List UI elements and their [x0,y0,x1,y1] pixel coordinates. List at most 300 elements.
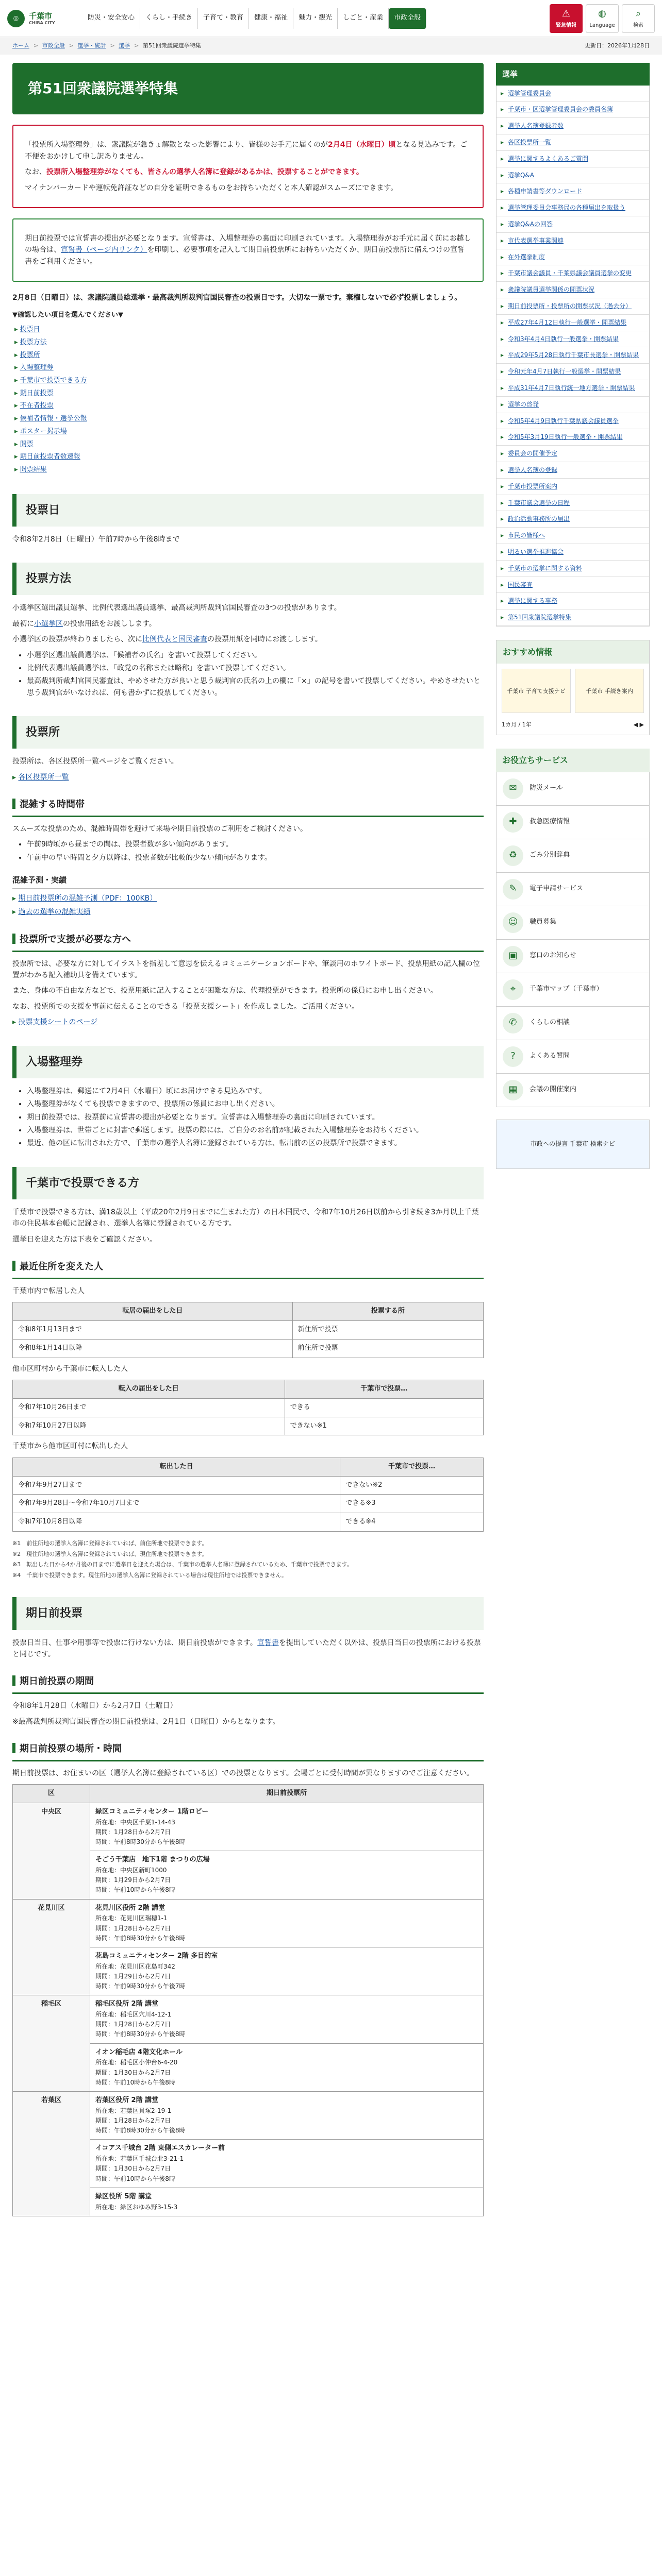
table-row [13,1417,484,1435]
main-content [12,55,484,2222]
sidebar-item [496,265,649,282]
sidebar-link[interactable]: 市代表選挙事業関連 [507,236,564,244]
service-label: 救急医療情報 [529,818,570,826]
table-header: 区 [13,1785,90,1803]
recommend-banner[interactable]: 千葉市 子育て支援ナビ [502,669,571,713]
table-row [13,1995,484,2043]
sidebar-item [496,593,649,609]
sidebar-link[interactable]: 令和5年3月19日執行一般選挙・開票結果 [507,433,623,441]
vote-day-text: 令和8年2月8日（日曜日）午前7時から午後8時まで [12,535,180,544]
sidebar-item [496,233,649,249]
heading-early-vote: 期日前投票 [12,1597,484,1630]
sidebar-link[interactable]: 令和元年4月7日執行一般選挙・開票結果 [507,368,621,376]
venue-cell [90,2188,484,2216]
notice-green-box [12,218,484,282]
table-cell: 令和7年9月28日～令和7年10月7日まで [13,1495,340,1513]
eligible-p2: 選挙日を迎えた方は下表をご確認ください。 [12,1235,157,1244]
sidebar-link[interactable]: 千葉市の選挙に関する資料 [507,564,582,572]
site-header [0,0,662,37]
sidebar-link[interactable]: 選挙の啓発 [507,400,539,408]
venue-name: イオン稲毛店 4階文化ホール [95,2048,183,2056]
table-row [13,1513,484,1532]
city-emblem-icon: ◎ [7,10,25,27]
alert-icon: ⚠ [561,8,571,20]
table-cell: 前住所で投票 [292,1339,483,1358]
venue-period: 期間：1月28日から2月7日 [95,1828,171,1836]
sidebar-link[interactable]: 千葉市議会議員・千葉県議会議員選挙の変更 [507,269,632,277]
table-cell: できる※3 [340,1495,484,1513]
notice-red-box [12,125,484,208]
oath-link[interactable]: 宣誓書 [257,1638,279,1647]
sidebar-link[interactable]: 平成27年4月12日執行一般選挙・開票結果 [507,318,627,326]
proportional-link[interactable]: 比例代表と国民審査 [142,635,207,644]
notice-red-line3a: なお、 [25,168,46,177]
service-item[interactable] [496,940,650,973]
support-p3: なお、投票所での支援を事前に伝えることのできる「投票支援シート」を作成しました。ご活用ください。 [12,1002,359,1011]
support-p2: また、身体の不自由な方などで、投票用紙に記入することが困難な方は、代理投票ができます。投票所の係員にお申し出ください。 [12,987,438,995]
recommend-title: おすすめ情報 [496,640,649,664]
venue-period: 期間：1月28日から2月7日 [95,2117,171,2125]
venue-name: 緑区役所 5階 講堂 [95,2192,152,2200]
table-cell: できる※4 [340,1513,484,1532]
list-item: • 午前中の早い時間と夕方以降は、投票者数が比較的少ない傾向があります。 [27,852,484,863]
heading-eligible: 千葉市で投票できる方 [12,1167,484,1199]
crumb-home[interactable]: ホーム [12,42,29,49]
nav-shisei[interactable]: 市政全般 [389,8,426,29]
map-icon: ⌖ [503,979,523,1000]
table-header-row [13,1785,484,1803]
anchor-list [14,324,484,476]
sidebar-link[interactable]: 期日前投票所・投票所の開票状況（過去分） [507,302,632,310]
service-label: 防災メール [529,784,563,792]
sidebar-link[interactable]: 国民審査 [507,581,533,588]
sidebar-link[interactable]: 市民の皆様へ [507,532,545,539]
service-label: 会議の開催案内 [529,1086,576,1094]
table-cell: 令和8年1月13日まで [13,1321,293,1340]
moved-out-table [12,1458,484,1532]
table-header: 投票する所 [292,1302,483,1321]
footnotes [12,1539,484,1580]
table-cell: 令和7年10月27日以降 [13,1417,285,1435]
services-title: お役立ちサービス [496,749,650,772]
venue-cell [90,2140,484,2188]
sidebar-link[interactable]: 選挙人名簿登録者数 [507,122,564,130]
table-caption: 千葉市内で転居した人 [12,1286,85,1295]
sidebar-item [496,380,649,397]
table-caption: 千葉市から他市区町村に転出した人 [12,1442,128,1451]
heading-polling-place: 投票所 [12,716,484,749]
method-p3a: 小選挙区の投票が終わりましたら、次に [12,635,142,644]
window-icon: ▣ [503,946,523,967]
table-cell: 令和8年1月14日以降 [13,1339,293,1358]
service-item[interactable] [496,839,650,873]
table-header-row [13,1458,484,1476]
table-row [13,1321,484,1340]
moved-in-table [12,1380,484,1435]
venue-address: 所在地：中央区新町1000 [95,1867,167,1874]
calendar-icon: ▦ [503,1080,523,1100]
method-p1: 小選挙区選出議員選挙、比例代表選出議員選挙、最高裁判所裁判官国民審査の3つの投票があります。 [12,604,341,613]
globe-icon: ◍ [598,8,606,20]
sidebar-link[interactable]: 各区投票所一覧 [507,138,551,146]
service-label: ごみ分別辞典 [529,851,570,859]
sidebar-link[interactable]: 選挙に関するよくあるご質問 [507,155,588,162]
crowd-list [27,839,484,863]
anchor-link[interactable]: ポスター掲示場 [20,427,67,435]
venue-hours: 時間：午前8時30分から午後8時 [95,2030,186,2038]
search-button[interactable] [622,4,655,33]
table-row [13,1398,484,1417]
sidebar-title: 選挙 [496,63,650,86]
table-header: 千葉市で投票… [340,1458,484,1476]
notice-red-line3: 投票所入場整理券がなくても、皆さんの選挙人名簿に登録があるかは、投票することができます。 [46,168,363,177]
table-cell: 令和7年10月26日まで [13,1398,285,1417]
early-period-note: ※最高裁判所裁判官国民審査の期日前投票は、2月1日（日曜日）からとなります。 [12,1717,280,1726]
sidebar-link[interactable]: 選挙管理委員会事務局の各種届出を取扱う [507,204,625,212]
sidebar-item [496,118,649,134]
notice-red-line2: となる見込みです。ご不便をおかけして申し訳ありません。 [25,141,468,161]
updated-date: 更新日：2026年1月28日 [585,42,650,49]
emergency-button[interactable] [550,4,583,33]
table-row [13,1899,484,1947]
sidebar-link[interactable]: 選挙Q&Aの回答 [507,220,553,228]
venue-name: 若葉区役所 2階 講堂 [95,2096,159,2105]
site-logo[interactable] [7,10,79,27]
service-label: 職員募集 [529,918,556,926]
service-item[interactable] [496,1074,650,1107]
venue-address: 所在地：緑区おゆみ野3-15-3 [95,2203,178,2211]
sidebar-item [496,331,649,348]
language-label: Language [589,22,615,28]
early-period: 令和8年1月28日（水曜日）から2月7日（土曜日） [12,1702,177,1710]
breadcrumb: ホーム > 市政全般 > 選挙・統計 > 選挙 > 第51回衆議院選挙特集 [12,42,201,49]
list-item: • 期日前投票では、投票前に宣誓書の提出が必要となります。宣誓書は入場整理券の裏面に印刷されています。 [27,1112,484,1123]
nav-bousai[interactable]: 防災・安全安心 [82,8,140,29]
sidebar-item [496,249,649,266]
venue-period: 期間：1月30日から2月7日 [95,2165,171,2173]
anchor-title: ▼確認したい項目を選んでください▼ [12,311,123,319]
list-item: • 入場整理券は、世帯ごとに封書で郵送します。投票の際には、ご自分のお名前が記載された入場整理券をお持ちください。 [27,1125,484,1136]
venue-address: 所在地：花見川区瑞穂1-1 [95,1914,168,1922]
table-header: 転居の届出をした日 [13,1302,293,1321]
logo-name: 千葉市 [29,11,53,21]
sidebar-link[interactable]: 選挙Q&A [507,171,534,179]
anchor-link[interactable]: 開票結果 [20,465,47,473]
list-item: • 比例代表選出議員選挙は、「政党の名称または略称」を書いて投票してください。 [27,663,484,674]
venue-hours: 時間：午前9時30分から午後7時 [95,1982,186,1990]
header-buttons [550,4,655,33]
table-header: 転出した日 [13,1458,340,1476]
footnote: ※3 転出した日から4か月後の日までに選挙日を迎えた場合は、千葉市の選挙人名簿に登録されているため、千葉市で投票できます。 [12,1561,353,1568]
venue-cell [90,1995,484,2043]
page-title: 第51回衆議院選挙特集 [12,63,484,115]
sidebar-link[interactable]: 明るい選挙推進協会 [507,548,564,555]
anchor-link[interactable]: 投票所 [20,351,40,359]
sidebar-item [496,86,649,102]
service-label: 窓口のお知らせ [529,952,576,960]
heading-vote-method: 投票方法 [12,563,484,595]
method-list [27,650,484,699]
breadcrumb-bar [0,37,662,55]
table-header: 転入の届出をした日 [13,1380,285,1399]
sidebar-item [496,528,649,544]
anchor-link[interactable]: 投票方法 [20,338,47,346]
sidebar-item [496,397,649,413]
list-item: • 最高裁判所裁判官国民審査は、やめさせた方が良いと思う裁判官の氏名の上の欄に「×」の記号を書いて投票してください。やめさせたいと思う裁判官がいなければ、何も書かずに投票してください。 [27,675,484,699]
ward-cell: 花見川区 [13,1899,90,1995]
place-text: 投票所は、各区投票所一覧ページをご覧ください。 [12,757,178,766]
sidebar-item [496,151,649,167]
anchor-link[interactable]: 不在者投票 [20,402,54,410]
venue-cell [90,2092,484,2140]
venue-address: 所在地：中央区千葉1-14-43 [95,1818,175,1826]
list-item: • 最近、他の区に転出された方で、千葉市の選挙人名簿に登録されている方は、転出前の区の投票所で投票できます。 [27,1138,484,1149]
heading-crowd-forecast: 混雑予測・実績 [12,872,484,889]
venue-name: 緑区コミュニティセンター 1階ロビー [95,1807,209,1816]
anchor-link[interactable]: 入場整理券 [20,364,54,372]
search-label: 検索 [633,22,643,28]
crowd-text: スムーズな投票のため、混雑時間帯を避けて来場や期日前投票のご利用をご検討ください。 [12,824,308,833]
table-cell: できる [285,1398,483,1417]
polling-place-list-link[interactable]: 各区投票所一覧 [18,773,69,782]
sidebar-link[interactable]: 選挙管理委員会 [507,89,551,97]
sidebar-item [496,577,649,594]
service-item[interactable] [496,1040,650,1074]
nav-miryoku[interactable]: 魅力・観光 [293,8,338,29]
venue-hours: 時間：午前8時30分から午後8時 [95,2127,186,2134]
oath-form-link[interactable]: 宣誓書（ページ内リンク） [61,246,147,255]
sidebar-link[interactable]: 選挙人名簿の登録 [507,466,557,473]
table-cell: できない※1 [285,1417,483,1435]
early-places-text: 期日前投票は、お住まいの区（選挙人名簿に登録されている区）での投票となります。会場ごとに受付時間が異なりますのでご注意ください。 [12,1769,474,1777]
search-icon: ⌕ [635,8,641,20]
eligible-p1: 千葉市で投票できる方は、満18歳以上（平成20年2月9日までに生まれた方）の日本国民で、令和7年10月26日以前から引き続き3か月以上千葉市の住民基本台帳に記録され、選挙人名簿に登録されている方です。 [12,1208,479,1228]
method-p2a: 最初に [12,619,34,628]
early-p1b: を提出していただく以外は、投票日当日の投票所における投票と同じです。 [12,1638,481,1658]
sidebar-item [496,200,649,216]
nav-kurashi[interactable]: くらし・手続き [140,8,198,29]
sidebar-link[interactable]: 各種申請書等ダウンロード [507,188,582,195]
table-cell: 令和7年10月8日以降 [13,1513,340,1532]
table-row [13,2092,484,2140]
venue-name: 花見川区役所 2階 講堂 [95,1904,166,1912]
venue-name: そごう千葉店 地下1階 まつりの広場 [95,1856,210,1864]
sidebar-item [496,429,649,446]
sidebar-item [496,134,649,151]
chat-icon: ✆ [503,1013,523,1033]
nav-kosodate[interactable]: 子育て・教育 [198,8,249,29]
table-header-row [13,1380,484,1399]
crumb-shisei[interactable]: 市政全般 [42,42,65,49]
sidebar-link[interactable]: 委員会の開催予定 [507,450,557,457]
venue-hours: 時間：午前8時30分から午後8時 [95,1934,186,1942]
venue-cell [90,1899,484,1947]
hospital-icon: ✚ [503,812,523,833]
lead-text: 2月8日（日曜日）は、衆議院議員総選挙・最高裁判所裁判官国民審査の投票日です。大切な一票です。棄権しないで必ず投票しましょう。 [12,294,462,302]
logo-sub: CHIBA CITY [29,20,55,25]
sidebar-item [496,413,649,430]
early-places-table [12,1784,484,2216]
crumb-senkyo-toukei[interactable]: 選挙・統計 [77,42,106,49]
sidebar-link[interactable]: 千葉市投票所案内 [507,482,557,490]
venue-cell [90,1947,484,1995]
sidebar-item [496,101,649,118]
footnote: ※1 前住所地の選挙人名簿に登録されていれば、前住所地で投票できます。 [12,1539,208,1547]
services-box [496,749,650,1107]
carousel-arrows-icon[interactable]: ◀ ▶ [633,721,644,728]
proposal-banner[interactable]: 市政への提言 千葉市 検索ナビ [496,1120,650,1169]
footnote: ※2 現住所地の選挙人名簿に登録されていれば、現住所地で投票できます。 [12,1550,208,1557]
trash-icon: ♻ [503,845,523,866]
emergency-label: 緊急情報 [556,22,576,28]
heading-crowded: 混雑する時間帯 [12,794,484,817]
mail-icon: ✉ [503,778,523,799]
list-item: • 入場整理券は、郵送にて2月4日（水曜日）頃にお届けできる見込みです。 [27,1086,484,1097]
sidebar-link[interactable]: 令和3年4月4日執行一般選挙・開票結果 [507,335,619,343]
sidebar-link[interactable]: 平成29年5月28日執行千葉市長選挙・開票結果 [507,351,639,359]
sidebar-item [496,315,649,331]
sidebar-item [496,446,649,462]
heading-moved: 最近住所を変えた人 [12,1257,484,1279]
single-seat-link[interactable]: 小選挙区 [34,619,63,628]
sidebar-item [496,479,649,495]
crumb-senkyo[interactable]: 選挙 [119,42,130,49]
anchor-link[interactable]: 期日前投票 [20,389,54,397]
page-body [0,55,662,2222]
service-label: よくある質問 [529,1052,570,1060]
service-item[interactable] [496,973,650,1007]
sidebar-link[interactable]: 在外選挙制度 [507,253,545,261]
table-header: 期日前投票所 [90,1785,484,1803]
moved-within-table [12,1302,484,1358]
heading-ticket: 入場整理券 [12,1046,484,1078]
heading-support: 投票所で支援が必要な方へ [12,929,484,952]
sidebar-link[interactable]: 衆議院議員選挙関係の開票状況 [507,286,594,294]
venue-name: イコアス千城台 2階 東側エスカレーター前 [95,2144,225,2153]
services-list [496,772,650,1107]
sidebar [496,55,650,2222]
table-row [13,1803,484,1851]
anchor-link[interactable]: 開票 [20,440,34,448]
table-row [13,1339,484,1358]
service-item[interactable] [496,772,650,806]
footnote: ※4 千葉市で投票できます。現住所地の選挙人名簿に登録されている場合は現住所地では投票できません。 [12,1571,287,1579]
table-caption: 他市区町村から千葉市に転入した人 [12,1364,128,1373]
notice-red-line1: 「投票所入場整理券」は、衆議院が急きょ解散となった影響により、皆様のお手元に届くのが [25,141,328,149]
sidebar-link[interactable]: 選挙に関する事務 [507,597,557,605]
recommend-banner[interactable]: 千葉市 手続き案内 [575,669,644,713]
language-button[interactable] [586,4,619,33]
table-cell: できない※2 [340,1476,484,1495]
venue-hours: 時間：午前10時から午後8時 [95,1886,175,1894]
sidebar-link[interactable]: 千葉市議会選挙の日程 [507,499,570,506]
anchor-link[interactable]: 投票日 [20,326,40,334]
nav-kenko[interactable]: 健康・福祉 [249,8,293,29]
sidebar-item [496,511,649,528]
venue-period: 期間：1月28日から2月7日 [95,2021,171,2028]
anchor-link[interactable]: 期日前投票者数速報 [20,453,80,461]
sidebar-item [496,347,649,364]
support-sheet-link[interactable]: 投票支援シートのページ [18,1018,98,1027]
table-row [13,1476,484,1495]
venue-name: 稲毛区役所 2階 講堂 [95,2000,159,2008]
sidebar-list [496,86,650,626]
sidebar-item [496,544,649,561]
past-crowd-link[interactable]: 過去の選挙の混雑実績 [18,908,91,917]
notice-green-line2: を印刷し、必要事項を記入して期日前投票所にお持ちいただくか、期日前投票所に備えつけの宣誓書をご利用ください。 [25,246,465,266]
form-icon: ✎ [503,879,523,900]
sidebar-link[interactable]: 令和5年4月9日執行千葉県議会議員選挙 [507,417,619,425]
service-label: 千葉市マップ（千葉市） [529,985,603,993]
venue-period: 期間：1月29日から2月7日 [95,1972,171,1980]
sidebar-link[interactable]: 政治活動事務所の届出 [507,515,570,523]
anchor-link[interactable]: 候補者情報・選挙公報 [20,415,87,423]
venue-cell [90,1851,484,1899]
sidebar-item [496,282,649,298]
method-p3b: の投票用紙を同時にお渡しします。 [207,635,322,644]
ward-cell: 若葉区 [13,2092,90,2216]
heading-vote-day: 投票日 [12,494,484,527]
service-label: 電子申請サービス [529,885,583,893]
sidebar-item [496,495,649,512]
service-label: くらしの相談 [529,1019,570,1027]
sidebar-item [496,561,649,577]
ward-cell: 稲毛区 [13,1995,90,2092]
question-icon: ? [503,1046,523,1067]
service-item[interactable] [496,873,650,906]
nav-shigoto[interactable]: しごと・産業 [338,8,389,29]
sidebar-link[interactable]: 千葉市・区選挙管理委員会の委員名簿 [507,106,613,113]
venue-name: 花島コミュニティセンター 2階 多目的室 [95,1952,218,1960]
venue-hours: 時間：午前8時30分から午後8時 [95,1838,186,1846]
sidebar-item [496,462,649,479]
service-item[interactable] [496,906,650,940]
list-item: • 午前9時頃から昼までの間は、投票者数が多い傾向があります。 [27,839,484,850]
notice-green-line1: 期日前投票では宣誓書の提出が必要となります。宣誓書は、入場整理券の裏面に印刷されています。入場整理券がお手元に届く前にお越しの場合は、 [25,234,471,255]
venue-address: 所在地：稲毛区穴川4-12-1 [95,2011,172,2019]
sidebar-item [496,216,649,233]
venue-period: 期間：1月30日から2月7日 [95,2069,171,2076]
heading-early-period: 期日前投票の期間 [12,1671,484,1694]
support-p1: 投票所では、必要な方に対してイラストを指差して意思を伝えるコミュニケーションボードや、筆談用のホワイトボード、投票用紙の記入欄の位置がわかる記入補助具を備えています。 [12,959,480,979]
service-item[interactable] [496,1007,650,1040]
venue-cell [90,1803,484,1851]
sidebar-item [496,167,649,184]
sidebar-link[interactable]: 第51回衆議院選挙特集 [507,614,572,621]
notice-red-date: 2月4日（水曜日）頃 [328,141,396,149]
venue-period: 期間：1月28日から2月7日 [95,1924,171,1932]
sidebar-item [496,364,649,380]
recommend-period: 1カ月 / 1年 [501,721,532,728]
sidebar-link[interactable]: 平成31年4月7日執行統一地方選挙・開票結果 [507,384,635,392]
anchor-link[interactable]: 千葉市で投票できる方 [20,377,87,385]
crowd-forecast-pdf-link[interactable]: 期日前投票所の混雑予測（PDF：100KB） [18,894,157,903]
venue-address: 所在地：若葉区貝塚2-19-1 [95,2107,172,2114]
venue-address: 所在地：花見川区花島町342 [95,1962,175,1970]
table-cell: 令和7年9月27日まで [13,1476,340,1495]
venue-cell [90,2043,484,2091]
method-p2b: の投票用紙をお渡しします。 [63,619,156,628]
table-header: 千葉市で投票… [285,1380,483,1399]
ward-cell: 中央区 [13,1803,90,1899]
early-p1: 投票日当日、仕事や用事等で投票に行けない方は、期日前投票ができます。 [12,1638,257,1647]
ticket-list [27,1086,484,1149]
service-item[interactable] [496,806,650,839]
sidebar-item [496,298,649,315]
recommend-box [496,640,650,735]
heading-early-places: 期日前投票の場所・時間 [12,1739,484,1761]
table-header-row [13,1302,484,1321]
